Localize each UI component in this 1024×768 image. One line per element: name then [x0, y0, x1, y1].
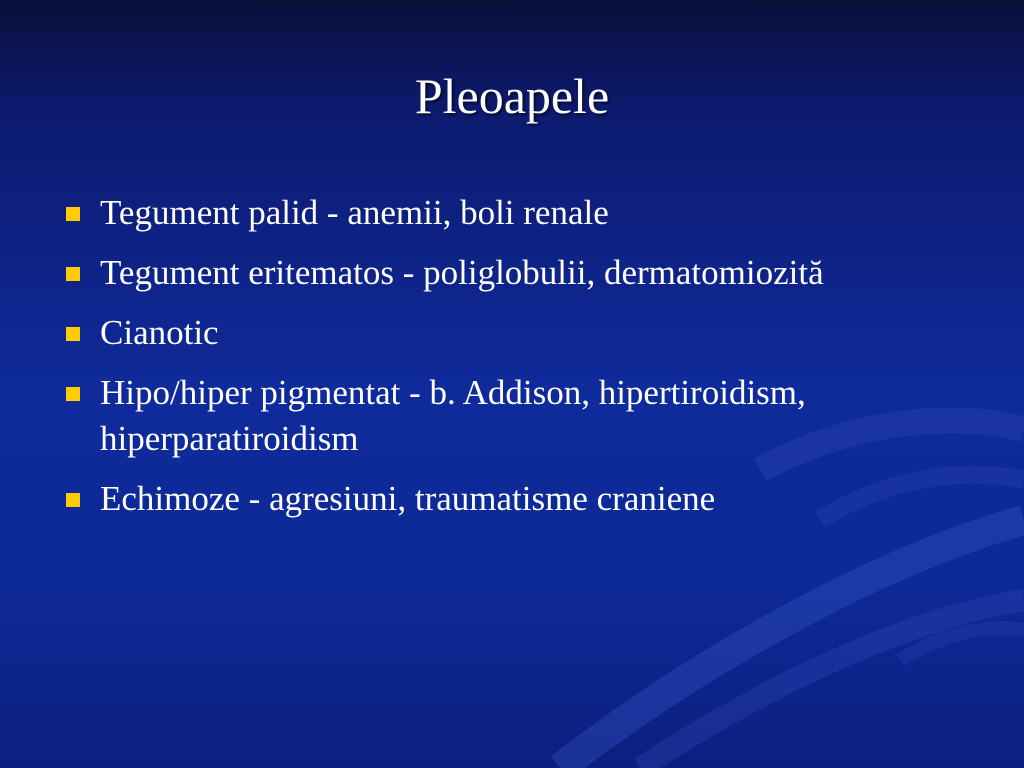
- bullet-text: Cianotic: [100, 313, 219, 352]
- yellow-square-bullet-icon: [66, 493, 80, 507]
- yellow-square-bullet-icon: [66, 207, 80, 221]
- bullet-text: Tegument eritematos - poliglobulii, dermatomiozită: [100, 253, 824, 292]
- bullet-item: [62, 476, 962, 522]
- bullet-list: [62, 190, 962, 536]
- bullet-text: Echimoze - agresiuni, traumatisme craniene: [100, 479, 716, 518]
- bullet-text: Tegument palid - anemii, boli renale: [100, 193, 609, 232]
- bullet-text: Hipo/hiper pigmentat - b. Addison, hipertiroidism, hiperparatiroidism: [100, 373, 806, 458]
- bullet-item: [62, 250, 962, 296]
- yellow-square-bullet-icon: [66, 387, 80, 401]
- bullet-item: [62, 310, 962, 356]
- bullet-item: [62, 190, 962, 236]
- yellow-square-bullet-icon: [66, 327, 80, 341]
- yellow-square-bullet-icon: [66, 267, 80, 281]
- bullet-item: [62, 370, 962, 462]
- slide-title: Pleoapele: [414, 68, 610, 124]
